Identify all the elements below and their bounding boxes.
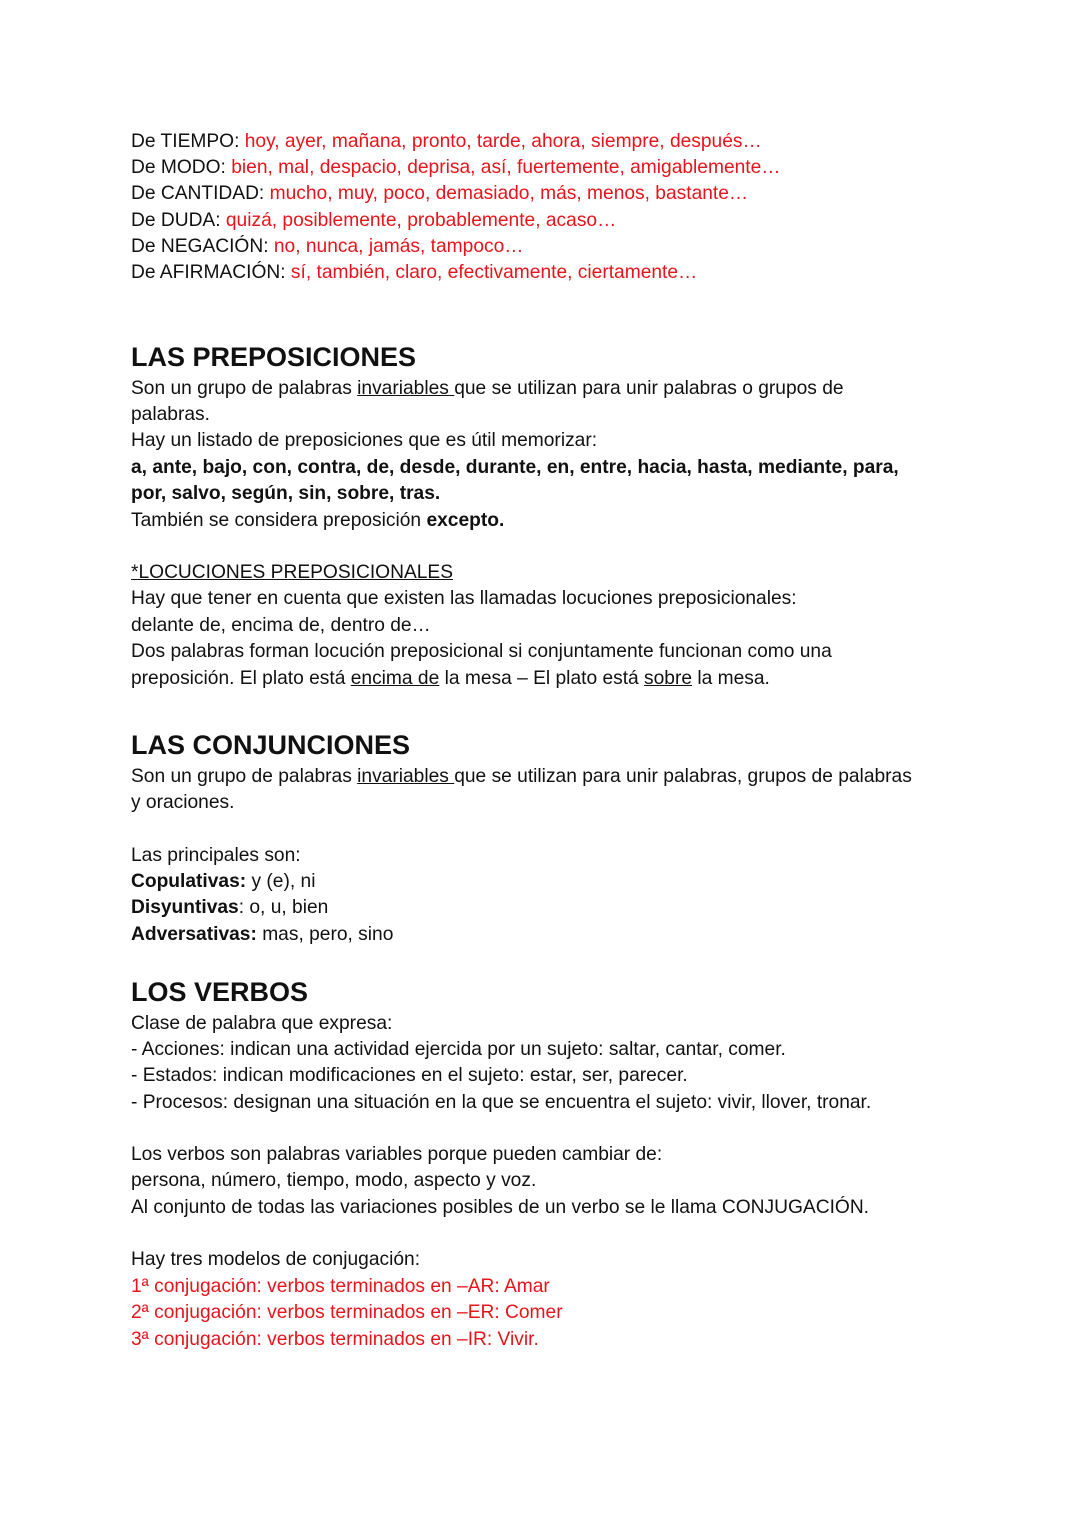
- text-line: [131, 1168, 536, 1194]
- text-segment: Al conjunto de todas las variaciones posibles de un verbo se le llama CONJUGACIÓN.: [131, 1197, 870, 1218]
- text-segment: Hay tres modelos de conjugación:: [131, 1249, 421, 1270]
- text-line: [131, 922, 393, 948]
- text-line: [131, 1063, 688, 1089]
- text-line: [131, 666, 770, 692]
- text-segment: De TIEMPO:: [131, 131, 245, 152]
- text-segment: Hay un listado de preposiciones que es útil memorizar:: [131, 430, 598, 451]
- text-line: [131, 895, 328, 921]
- text-segment: - Acciones: indican una actividad ejercida por un sujeto: saltar, cantar, comer.: [131, 1039, 786, 1060]
- text-segment: - Procesos: designan una situación en la que se encuentra el sujeto: vivir, llover, tronar.: [131, 1092, 872, 1113]
- section-heading: [131, 341, 416, 373]
- text-line: [131, 1327, 539, 1353]
- text-segment: excepto.: [426, 510, 505, 531]
- text-line: [131, 181, 748, 207]
- text-line: [131, 613, 431, 639]
- text-segment: la mesa.: [692, 668, 770, 689]
- text-segment: invariables: [357, 766, 455, 787]
- text-line: [131, 208, 616, 234]
- section-heading: [131, 976, 308, 1008]
- text-segment: De CANTIDAD:: [131, 183, 270, 204]
- text-segment: mucho, muy, poco, demasiado, más, menos, bastante…: [269, 183, 749, 204]
- text-segment: También se considera preposición: [131, 510, 427, 531]
- text-segment: y (e), ni: [246, 871, 316, 892]
- text-segment: Las principales son:: [131, 845, 301, 866]
- text-segment: : o, u, bien: [238, 897, 329, 918]
- text-line: [131, 1274, 550, 1300]
- text-line: [131, 639, 832, 665]
- text-segment: 3ª conjugación: verbos terminados en –IR: Vivir.: [131, 1329, 539, 1350]
- text-line: [131, 1037, 786, 1063]
- text-segment: LOS VERBOS: [131, 977, 309, 1007]
- text-segment: quizá, posiblemente, probablemente, acaso…: [225, 210, 617, 231]
- text-segment: invariables: [357, 378, 455, 399]
- text-line: [131, 1247, 420, 1273]
- text-segment: sobre: [644, 668, 693, 689]
- text-segment: Son un grupo de palabras: [131, 378, 358, 399]
- text-segment: y oraciones.: [131, 792, 235, 813]
- text-segment: preposición. El plato está: [131, 668, 351, 689]
- text-line: [131, 481, 440, 507]
- text-line: [131, 129, 762, 155]
- text-segment: - Estados: indican modificaciones en el sujeto: estar, ser, parecer.: [131, 1065, 688, 1086]
- text-segment: persona, número, tiempo, modo, aspecto y voz.: [131, 1170, 537, 1191]
- text-line: [131, 428, 597, 454]
- text-segment: Disyuntivas: [131, 897, 239, 918]
- text-segment: 1ª conjugación: verbos terminados en –AR: Amar: [131, 1276, 550, 1297]
- text-segment: De DUDA:: [131, 210, 226, 231]
- section-heading: [131, 729, 410, 761]
- text-segment: *LOCUCIONES PREPOSICIONALES: [131, 562, 454, 583]
- text-segment: De NEGACIÓN:: [131, 236, 274, 257]
- text-segment: que se utilizan para unir palabras o grupos de: [454, 378, 844, 399]
- text-segment: a, ante, bajo, con, contra, de, desde, durante, en, entre, hacia, hasta, mediante, para,: [131, 457, 899, 478]
- text-segment: De AFIRMACIÓN:: [131, 262, 291, 283]
- text-line: [131, 560, 453, 586]
- text-segment: Hay que tener en cuenta que existen las llamadas locuciones preposicionales:: [131, 588, 797, 609]
- text-segment: De MODO:: [131, 157, 232, 178]
- text-segment: LAS PREPOSICIONES: [131, 342, 417, 372]
- text-line: [131, 1090, 871, 1116]
- text-line: [131, 508, 504, 534]
- text-segment: por, salvo, según, sin, sobre, tras.: [131, 483, 441, 504]
- text-line: [131, 155, 781, 181]
- text-line: [131, 1195, 869, 1221]
- text-line: [131, 1142, 662, 1168]
- text-line: [131, 586, 797, 612]
- text-line: [131, 1300, 563, 1326]
- text-segment: Clase de palabra que expresa:: [131, 1013, 393, 1034]
- text-segment: Dos palabras forman locución preposicional si conjuntamente funcionan como una: [131, 641, 832, 662]
- text-segment: Son un grupo de palabras: [131, 766, 358, 787]
- text-line: [131, 455, 899, 481]
- text-segment: encima de: [350, 668, 440, 689]
- text-segment: palabras.: [131, 404, 210, 425]
- text-segment: LAS CONJUNCIONES: [131, 730, 411, 760]
- text-line: [131, 402, 210, 428]
- text-line: [131, 376, 844, 402]
- text-segment: bien, mal, despacio, deprisa, así, fuertemente, amigablemente…: [231, 157, 781, 178]
- text-segment: no, nunca, jamás, tampoco…: [273, 236, 524, 257]
- text-line: [131, 843, 301, 869]
- text-line: [131, 790, 234, 816]
- text-segment: 2ª conjugación: verbos terminados en –ER: Comer: [131, 1302, 563, 1323]
- text-segment: mas, pero, sino: [256, 924, 394, 945]
- text-line: [131, 1011, 392, 1037]
- text-line: [131, 234, 523, 260]
- text-line: [131, 260, 697, 286]
- text-segment: que se utilizan para unir palabras, grupos de palabras: [454, 766, 912, 787]
- text-segment: delante de, encima de, dentro de…: [131, 615, 431, 636]
- text-segment: Copulativas:: [131, 871, 247, 892]
- text-segment: Los verbos son palabras variables porque pueden cambiar de:: [131, 1144, 663, 1165]
- text-segment: Adversativas:: [131, 924, 257, 945]
- text-line: [131, 869, 315, 895]
- text-segment: sí, también, claro, efectivamente, ciertamente…: [290, 262, 698, 283]
- text-segment: la mesa – El plato está: [439, 668, 645, 689]
- text-line: [131, 764, 912, 790]
- text-segment: hoy, ayer, mañana, pronto, tarde, ahora, siempre, después…: [244, 131, 762, 152]
